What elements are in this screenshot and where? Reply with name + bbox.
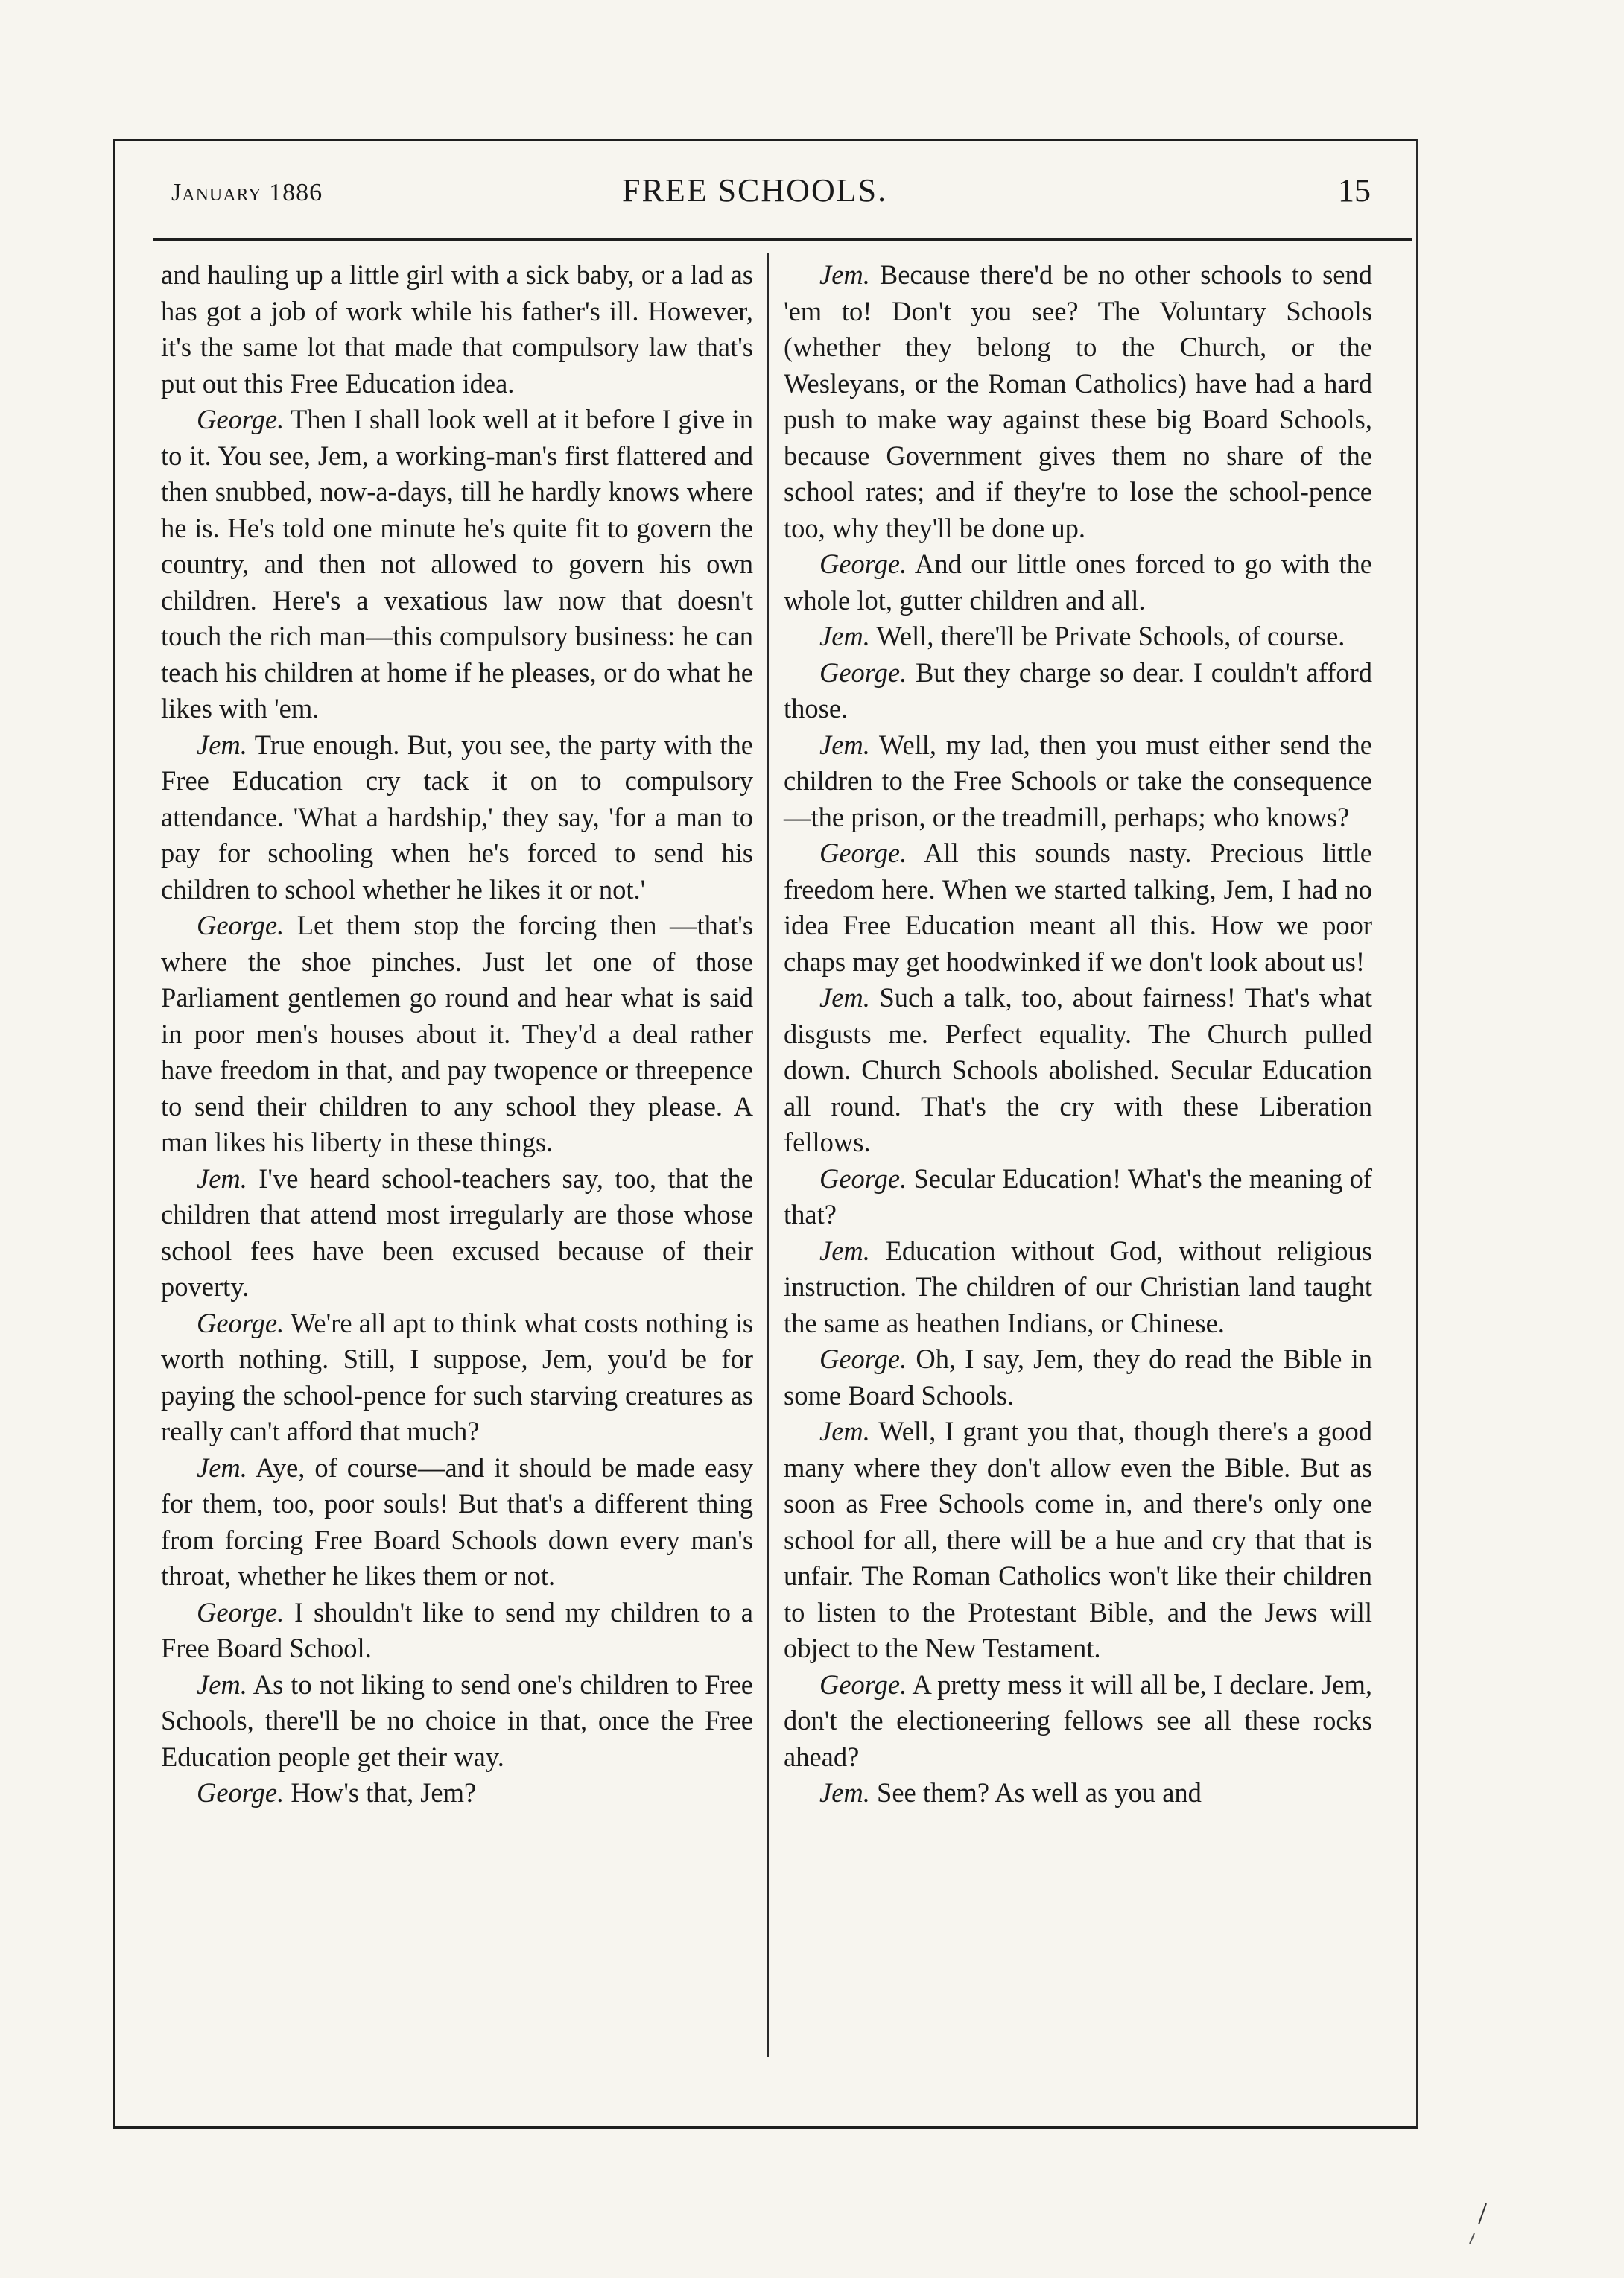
paragraph-text: All this sounds nasty. Precious little freedom here. When we started talking, Jem, I had no idea Free Education meant all this. How we poor chaps may get hoodwinked if we don't look about us! bbox=[784, 838, 1372, 977]
scan-marks bbox=[1464, 2202, 1494, 2247]
speaker-name: George. bbox=[197, 1307, 285, 1338]
dialogue-paragraph bbox=[161, 257, 753, 402]
dialogue-paragraph bbox=[784, 727, 1372, 836]
paragraph-text: As to not liking to send one's children to Free Schools, there'll be no choice in that, once the Free Education people get their way. bbox=[161, 1668, 753, 1772]
dialogue-paragraph bbox=[161, 727, 753, 908]
paragraph-text: Secular Education! What's the meaning of that? bbox=[784, 1162, 1373, 1230]
dialogue-paragraph bbox=[784, 980, 1372, 1161]
dialogue-paragraph bbox=[161, 908, 753, 1161]
dialogue-paragraph bbox=[161, 402, 753, 727]
dialogue-paragraph bbox=[784, 618, 1372, 655]
paragraph-text: Aye, of course—and it should be made easy for them, too, poor souls! But that's a different thing from forcing Free Board Schools down every man's throat, whether he likes them or not. bbox=[161, 1452, 753, 1591]
paragraph-text: But they charge so dear. I couldn't afford those. bbox=[784, 656, 1373, 724]
paragraph-text: Let them stop the forcing then —that's where the shoe pinches. Just let one of those Parliament gentlemen go round and hear what is said in poor men's houses about it. They'd a deal rather have freedom in that, and pay twopence or threepence to send their children to any school they please. A man likes his liberty in these things. bbox=[161, 910, 754, 1157]
speaker-name: Jem. bbox=[819, 1235, 870, 1266]
column-divider bbox=[767, 253, 769, 2057]
paragraph-text: I've heard school-teachers say, too, that the children that attend most irregularly are those whose school fees have been excused because of their poverty. bbox=[161, 1162, 753, 1302]
speaker-name: George. bbox=[197, 404, 285, 434]
header-title: FREE SCHOOLS. bbox=[622, 172, 888, 209]
paragraph-text: A pretty mess it will all be, I declare. Jem, don't the electioneering fellows see all these rocks ahead? bbox=[784, 1668, 1372, 1772]
dialogue-paragraph bbox=[161, 1306, 753, 1450]
speaker-name: George. bbox=[197, 1596, 285, 1627]
paragraph-text: Such a talk, too, about fairness! That's what disgusts me. Perfect equality. The Church pulled down. Church Schools abolished. Secular Education all round. That's the cry with these Liberation fellows. bbox=[784, 982, 1372, 1157]
paragraph-text: and hauling up a little girl with a sick baby, or a lad as has got a job of work while his father's ill. However, it's the same lot that made that compulsory law that's put out this Free Education idea. bbox=[161, 259, 753, 399]
speaker-name: Jem. bbox=[819, 729, 870, 760]
paragraph-text: Then I shall look well at it before I give in to it. You see, Jem, a working-man's first flattered and then snubbed, now-a-days, till he hardly knows where he is. He's told one minute he's quite fit to govern the country, and then not allowed to govern his own children. Here's a vexatious law now that doesn't touch the rich man—this compulsory business: he can teach his children at home if he pleases, or do what he likes with 'em. bbox=[161, 404, 754, 724]
right-column bbox=[784, 257, 1372, 1812]
speaker-name: Jem. bbox=[819, 1416, 870, 1446]
paragraph-text: How's that, Jem? bbox=[291, 1777, 477, 1808]
speaker-name: George. bbox=[819, 548, 907, 579]
dialogue-paragraph bbox=[161, 1450, 753, 1595]
dialogue-paragraph bbox=[784, 1341, 1372, 1414]
running-header bbox=[153, 170, 1412, 215]
dialogue-paragraph bbox=[161, 1595, 753, 1667]
paragraph-text: Well, I grant you that, though there's a good many where they don't allow even the Bible. But as soon as Free Schools come in, and there's only one school for all, there will be a hue and cry that that is unfair. The Roman Catholics won't like their children to listen to the Protestant Bible, and the Jews will object to the New Testament. bbox=[784, 1416, 1372, 1663]
dialogue-paragraph bbox=[161, 1775, 753, 1812]
dialogue-paragraph bbox=[784, 1233, 1372, 1342]
speaker-name: George. bbox=[819, 838, 907, 868]
paragraph-text: I shouldn't like to send my children to a Free Board School. bbox=[161, 1596, 753, 1663]
dialogue-paragraph bbox=[161, 1161, 753, 1306]
paragraph-text: We're all apt to think what costs nothing is worth nothing. Still, I suppose, Jem, you'd be for paying the school-pence for such starving creatures as really can't afford that much? bbox=[161, 1307, 754, 1446]
speaker-name: George. bbox=[197, 1777, 285, 1808]
header-date: January 1886 bbox=[171, 179, 323, 206]
page-number: 15 bbox=[1338, 172, 1371, 209]
left-column bbox=[161, 257, 753, 1812]
speaker-name: Jem. bbox=[819, 621, 870, 651]
paragraph-text: See them? As well as you and bbox=[877, 1777, 1202, 1808]
paragraph-text: Education without God, without religious instruction. The children of our Christian land taught the same as heathen Indians, or Chinese. bbox=[784, 1235, 1372, 1338]
speaker-name: George. bbox=[819, 1668, 907, 1700]
paragraph-text: Oh, I say, Jem, they do read the Bible in some Board Schools. bbox=[784, 1344, 1372, 1411]
speaker-name: Jem. bbox=[197, 1452, 247, 1483]
speaker-name: Jem. bbox=[197, 1668, 247, 1700]
paragraph-text: Well, there'll be Private Schools, of course. bbox=[876, 621, 1345, 651]
paragraph-text: True enough. But, you see, the party with the Free Education cry tack it on to compulsory attendance. 'What a hardship,' they say, 'for a man to pay for schooling when he's forced to send his children to school whether he likes it or not.' bbox=[161, 729, 754, 905]
speaker-name: George. bbox=[819, 1344, 907, 1374]
header-rule bbox=[153, 238, 1412, 241]
dialogue-paragraph bbox=[784, 835, 1372, 980]
paragraph-text: Well, my lad, then you must either send the children to the Free Schools or take the consequence—the prison, or the treadmill, perhaps; who knows? bbox=[784, 729, 1373, 832]
paragraph-text: And our little ones forced to go with the whole lot, gutter children and all. bbox=[784, 548, 1372, 616]
dialogue-paragraph bbox=[784, 546, 1372, 618]
dialogue-paragraph bbox=[161, 1667, 753, 1776]
dialogue-paragraph bbox=[784, 1667, 1372, 1776]
speaker-name: Jem. bbox=[197, 729, 247, 760]
speaker-name: George. bbox=[819, 656, 907, 688]
dialogue-paragraph bbox=[784, 1414, 1372, 1667]
speaker-name: Jem. bbox=[819, 982, 870, 1013]
dialogue-paragraph bbox=[784, 1161, 1372, 1233]
speaker-name: Jem. bbox=[197, 1162, 247, 1194]
speaker-name: George. bbox=[197, 910, 285, 940]
speaker-name: Jem. bbox=[819, 259, 870, 290]
dialogue-paragraph bbox=[784, 1775, 1372, 1812]
speaker-name: Jem. bbox=[819, 1777, 870, 1808]
dialogue-paragraph bbox=[784, 655, 1372, 727]
speaker-name: George. bbox=[819, 1162, 907, 1194]
dialogue-paragraph bbox=[784, 257, 1372, 546]
paragraph-text: Because there'd be no other schools to send 'em to! Don't you see? The Voluntary Schools (whether they belong to the Church, or the Wesleyans, or the Roman Catholics) have had a hard push to make way against these big Board Schools, because Government gives them no share of the school rates; and if they're to lose the school-pence too, why they'll be done up. bbox=[784, 259, 1372, 543]
